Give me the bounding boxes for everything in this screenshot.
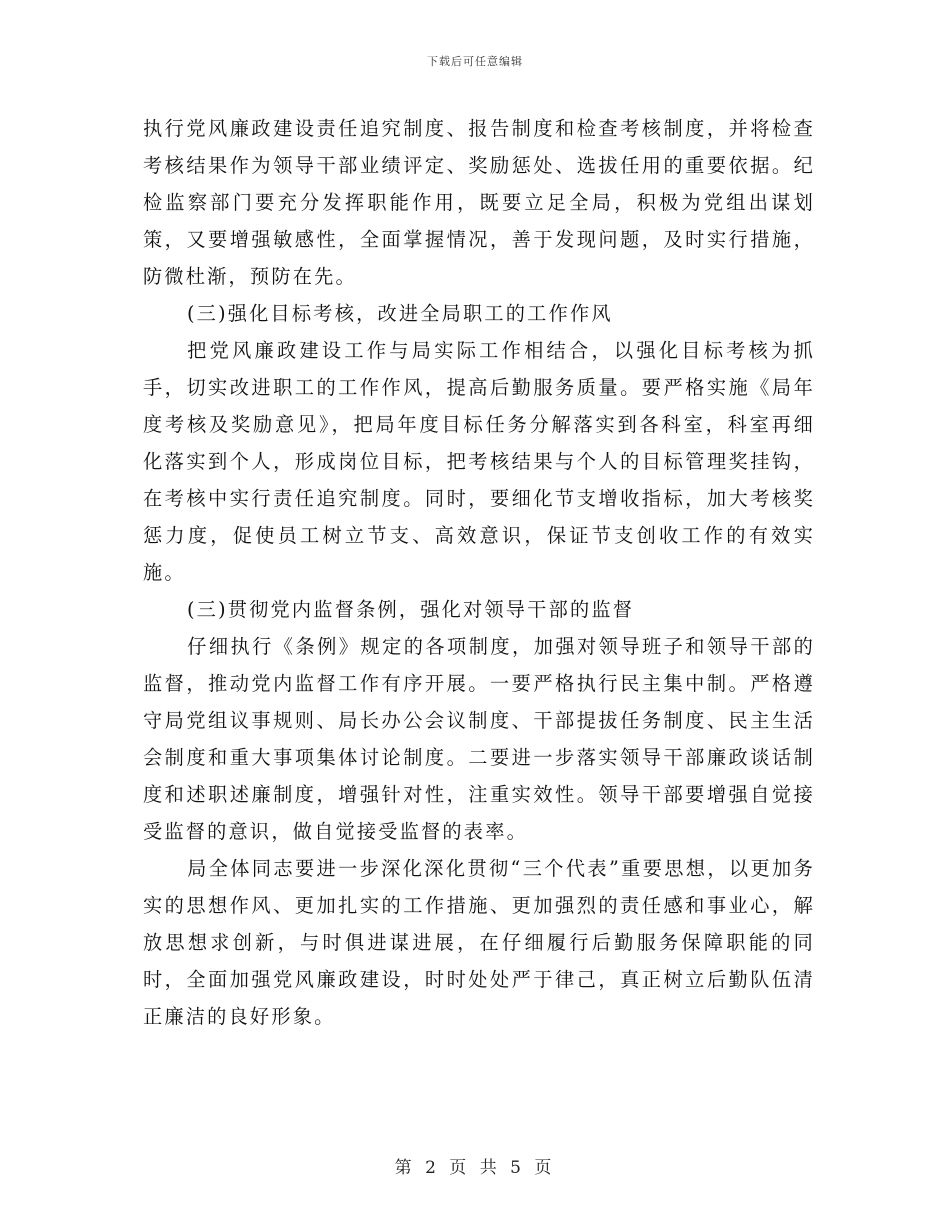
- page-header: 下载后可任意编辑: [427, 55, 523, 68]
- paragraph-continued: 执行党风廉政建设责任追究制度、报告制度和检查考核制度，并将检查考核结果作为领导干部业绩评定、奖励惩处、选拔任用的重要依据。纪检监察部门要充分发挥职能作用，既要立足全局，积极为党组出谋划策，又要增强敏感性，全面掌握情况，善于发现问题，及时实行措施，防微杜渐，预防在先。: [143, 117, 815, 288]
- section-heading-target-assessment: (三)强化目标考核，改进全局职工的工作作风: [187, 302, 613, 325]
- paragraph-party-supervision: 仔细执行《条例》规定的各项制度，加强对领导班子和领导干部的监督，推动党内监督工作有序开展。一要严格执行民主集中制。严格遵守局党组议事规则、局长办公会议制度、干部提拔任务制度、民主生活会制度和重大事项集体讨论制度。二要进一步落实领导干部廉政谈话制度和述职述廉制度，增强针对性，注重实效性。领导干部要增强自觉接受监督的意识，做自觉接受监督的表率。: [143, 635, 815, 843]
- document-body: [143, 110, 815, 1035]
- section-heading-party-supervision: (三)贯彻党内监督条例，强化对领导干部的监督: [187, 598, 635, 621]
- page-number: 第 2 页 共 5 页: [394, 1158, 556, 1178]
- paragraph-conclusion: 局全体同志要进一步深化深化贯彻“三个代表”重要思想，以更加务实的思想作风、更加扎实的工作措施、更加强烈的责任感和事业心，解放思想求创新，与时俱进谋进展，在仔细履行后勤服务保障职能的同时，全面加强党风廉政建设，时时处处严于律己，真正树立后勤队伍清正廉洁的良好形象。: [143, 857, 815, 1028]
- paragraph-target-assessment: 把党风廉政建设工作与局实际工作相结合，以强化目标考核为抓手，切实改进职工的工作作风，提高后勤服务质量。要严格实施《局年度考核及奖励意见》，把局年度目标任务分解落实到各科室，科室再细化落实到个人，形成岗位目标，把考核结果与个人的目标管理奖挂钩，在考核中实行责任追究制度。同时，要细化节支增收指标，加大考核奖惩力度，促使员工树立节支、高效意识，保证节支创收工作的有效实施。: [143, 339, 815, 584]
